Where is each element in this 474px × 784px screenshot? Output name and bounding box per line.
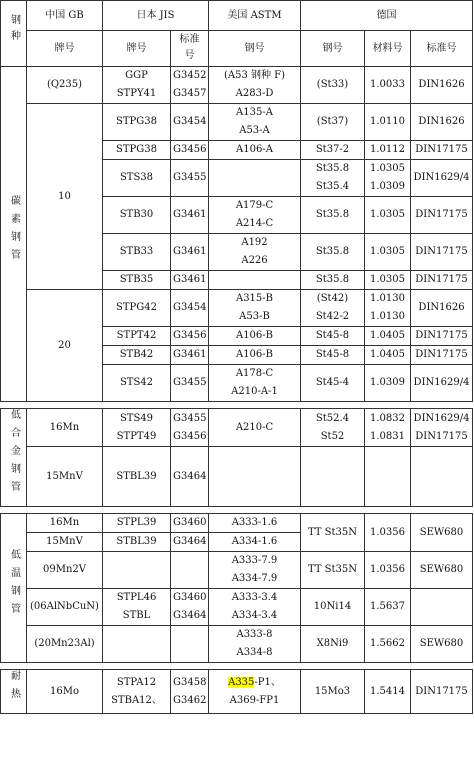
jis-grade [103,447,171,507]
de-standard [411,197,473,234]
astm-grade-line: A283-D [235,88,274,99]
jis-grade-line: STPL39 [116,517,157,528]
jis-grade [103,626,171,663]
jis-standard-line: G3464 [173,610,207,621]
jis-grade-line: STPT42 [116,330,157,341]
header-jis-standard-text: 标准号 [179,34,200,61]
de-material-line: 1.0405 [370,330,405,341]
jis-standard [171,514,209,533]
de-material-line: 1.0405 [370,349,405,360]
jis-grade [103,552,171,589]
de-grade-line: (St33) [316,79,349,90]
astm-grade [209,346,301,365]
de-material [365,626,411,663]
de-standard-line: SEW680 [419,526,464,538]
jis-standard-line: G3454 [173,302,207,313]
de-grade [301,409,365,447]
de-standard [411,670,473,714]
jis-grade-line: STPY41 [116,88,157,99]
de-material [365,365,411,402]
jis-grade [103,514,171,533]
gb-grade [27,104,103,290]
de-grade-line: St52 [320,430,345,442]
astm-grade-line: A334-8 [236,647,273,658]
de-material-line: 1.5637 [370,601,405,612]
astm-grade-line: A210-C [235,421,274,433]
de-grade-line: TT St35N [307,526,358,538]
jis-grade-line: STB33 [119,246,154,257]
table-row [1,626,473,663]
header-de-grade: 钢号 [301,31,365,67]
category-lowalloy [1,409,27,507]
table-row [1,589,473,626]
de-standard-line: DIN17175 [415,274,468,285]
astm-grade-line: A369-FP1 [229,694,280,706]
de-grade [301,160,365,197]
jis-standard [171,346,209,365]
astm-grade-line: A226 [241,255,268,266]
astm-grade-line: A106-A [236,144,273,155]
jis-grade-line: STS49 [119,412,154,424]
jis-standard-line: G3464 [173,536,207,547]
de-grade [301,626,365,663]
de-material [365,197,411,234]
gb-grade-line: (Q235) [46,79,83,90]
de-material-line: 1.0356 [370,564,405,575]
astm-grade-line: A179-C [235,200,274,211]
de-standard-line: DIN17175 [415,209,468,220]
table-row [1,104,473,141]
de-standard-line: SEW680 [419,638,464,649]
jis-standard-line: G3460 [173,517,207,528]
de-grade [301,141,365,160]
de-grade-line: St35.8 [315,274,350,285]
astm-grade [209,626,301,663]
jis-standard [171,197,209,234]
jis-standard [171,290,209,327]
category-label: 碳素钢管 [8,194,20,267]
de-material [365,514,411,552]
gb-grade-line: 16Mn [49,517,80,528]
jis-standard [171,104,209,141]
table-body [1,67,473,714]
gb-grade-line: (06AlNbCuN) [30,601,99,612]
jis-standard-line: G3461 [173,246,207,257]
jis-standard-line: G3461 [173,274,207,285]
table-row [1,447,473,507]
de-grade [301,552,365,589]
de-grade [301,670,365,714]
jis-standard-line: G3460 [173,592,207,603]
de-material-line: 1.5414 [370,685,405,697]
jis-standard [171,365,209,402]
de-material-line: 1.0305 [370,163,405,174]
de-standard-line: DIN1629/4 [413,172,470,183]
jis-grade-line: STBL [122,610,151,621]
de-material-line: 1.0831 [370,430,405,442]
de-grade [301,271,365,290]
de-grade-line: St35.8 [315,163,350,174]
de-standard-line: DIN1626 [418,302,465,313]
de-grade-line: St35.8 [315,246,350,257]
gb-grade-line: 16Mo [50,685,79,697]
astm-grade [209,365,301,402]
jis-standard-line: G3458 [173,676,207,688]
astm-grade-line: A333-3.4 [231,592,278,603]
jis-grade [103,365,171,402]
de-material [365,670,411,714]
de-standard [411,160,473,197]
astm-grade [209,447,301,507]
astm-grade-line: A315-B [235,293,274,304]
de-material [365,141,411,160]
table-row [1,409,473,447]
astm-grade [209,197,301,234]
gb-grade [27,589,103,626]
jis-grade-line: STPG38 [116,116,157,127]
de-standard [411,290,473,327]
de-material [365,67,411,104]
de-grade-line: TT St35N [307,564,358,575]
de-material-line: 1.5662 [370,638,405,649]
jis-grade [103,290,171,327]
de-standard [411,327,473,346]
jis-standard-line: G3456 [173,144,207,155]
table-row [1,670,473,714]
astm-grade-line: A334-3.4 [231,610,278,621]
de-standard [411,67,473,104]
de-standard [411,141,473,160]
section-divider [1,663,473,670]
jis-standard-line: G3461 [173,209,207,220]
de-material-line: 1.0309 [370,377,405,388]
de-grade [301,327,365,346]
astm-grade-line: A178-C [235,368,274,379]
header-de-standard: 标准号 [411,31,473,67]
jis-standard-line: G3456 [173,330,207,341]
table-row [1,67,473,104]
jis-standard [171,670,209,714]
astm-grade-line: A333-1.6 [231,517,278,528]
gb-grade-line: 16Mn [49,421,80,433]
jis-standard [171,160,209,197]
astm-grade [209,290,301,327]
astm-grade [209,589,301,626]
jis-grade-line: STBL39 [116,470,157,482]
gb-grade-line: 09Mn2V [43,564,86,575]
jis-standard [171,533,209,552]
de-grade-line: St35.8 [315,209,350,220]
de-material [365,346,411,365]
astm-grade-line: A334-1.6 [231,536,278,547]
de-material [365,290,411,327]
gb-grade [27,514,103,533]
de-grade-line: St52.4 [315,412,350,424]
header-usa-astm: 美国 ASTM [209,1,301,31]
jis-standard-line: G3455 [173,172,207,183]
de-standard [411,234,473,271]
de-grade [301,514,365,552]
jis-standard-line: G3456 [173,430,207,442]
jis-standard [171,234,209,271]
de-standard-line: DIN17175 [415,246,468,257]
astm-grade [209,234,301,271]
de-grade [301,104,365,141]
gb-grade [27,626,103,663]
de-material-line: 1.0356 [370,526,405,538]
de-grade-line: (St37) [316,116,349,127]
de-standard-line: DIN17175 [415,330,468,341]
jis-standard [171,552,209,589]
astm-grade-line: A53-A [239,125,270,136]
jis-standard-line: G3455 [173,412,207,424]
astm-grade-line: A53-B [239,311,270,322]
jis-standard-line: G3452 [173,70,207,81]
gb-grade [27,533,103,552]
header-china-gb: 中国 GB [27,1,103,31]
de-standard-line: DIN17175 [415,685,468,697]
category-carbon [1,67,27,402]
jis-standard [171,141,209,160]
category-label: 低合金钢管 [8,409,20,499]
jis-grade [103,271,171,290]
de-standard-line: DIN17175 [415,349,468,360]
gb-grade-line: 20 [58,339,71,351]
astm-grade [209,141,301,160]
jis-grade [103,670,171,714]
gb-grade-line: 10 [58,190,71,202]
de-grade [301,234,365,271]
jis-grade [103,234,171,271]
header-grade-type: 钢种 [8,14,20,46]
jis-standard [171,447,209,507]
astm-grade-line: A334-7.9 [231,573,278,584]
table-row [1,552,473,589]
gb-grade-line: (20Mn23Al) [34,638,95,649]
jis-grade [103,346,171,365]
de-standard-line: DIN17175 [415,430,468,442]
de-grade [301,589,365,626]
de-grade [301,197,365,234]
de-grade [301,346,365,365]
de-material [365,160,411,197]
jis-grade-line: STPL46 [116,592,157,603]
astm-grade-suffix: -P1、 [254,676,281,688]
de-standard [411,104,473,141]
de-standard-line: DIN1626 [418,79,465,90]
de-material [365,447,411,507]
de-material-line: 1.0305 [370,246,405,257]
gb-grade [27,290,103,402]
de-material-line: 1.0130 [370,293,405,304]
header-de-material: 材料号 [365,31,411,67]
de-grade-line: 10Ni14 [313,601,352,612]
de-grade [301,365,365,402]
jis-standard [171,271,209,290]
de-standard [411,626,473,663]
category-label: 耐热 [8,670,20,706]
jis-grade [103,67,171,104]
jis-standard [171,626,209,663]
header-astm-grade: 钢号 [209,31,301,67]
jis-grade [103,141,171,160]
astm-grade-line: A333-7.9 [231,555,278,566]
header-gb-grade: 牌号 [27,31,103,67]
de-grade-line: St45-4 [315,377,350,388]
astm-grade-line: A333-8 [236,629,273,640]
jis-grade [103,197,171,234]
de-standard-line: DIN1626 [418,116,465,127]
table-row [1,290,473,327]
de-grade-line: St45-8 [315,330,350,341]
gb-grade [27,409,103,447]
section-divider [1,507,473,514]
de-material-line: 1.0130 [370,311,405,322]
jis-grade-line: STBA12、 [111,694,162,706]
astm-grade [209,160,301,197]
category-heat [1,670,27,714]
de-grade-line: St37-2 [315,144,350,155]
de-grade-line: St42-2 [315,311,350,322]
jis-grade-line: STB42 [119,349,154,360]
de-material-line: 1.0112 [370,144,405,155]
jis-standard-line: G3454 [173,116,207,127]
de-grade-line: 15Mo3 [314,685,351,697]
astm-grade [209,67,301,104]
jis-standard-line: G3457 [173,88,207,99]
de-material [365,271,411,290]
gb-grade [27,670,103,714]
de-standard [411,514,473,552]
jis-grade-line: STS42 [119,377,154,388]
jis-standard-line: G3464 [173,470,207,482]
jis-standard-line: G3455 [173,377,207,388]
de-standard-line: DIN1629/4 [413,377,470,388]
jis-grade [103,533,171,552]
de-standard [411,589,473,626]
astm-grade-line: A192 [241,237,268,248]
section-divider [1,402,473,409]
gb-grade [27,552,103,589]
astm-grade-line: A106-B [235,330,274,341]
jis-standard [171,327,209,346]
jis-grade-line: GGP [125,70,148,81]
jis-standard-line: G3461 [173,349,207,360]
jis-grade [103,409,171,447]
de-grade-line: St45-8 [315,349,350,360]
highlighted-grade: A335 [228,676,255,688]
de-material [365,327,411,346]
de-standard [411,552,473,589]
jis-standard [171,589,209,626]
de-material [365,552,411,589]
de-material-line: 1.0110 [370,116,405,127]
astm-grade-line: (A53 钢种 F) [223,70,286,81]
de-material [365,409,411,447]
de-grade-line: (St42) [316,293,349,304]
jis-grade-line: STS38 [119,172,154,183]
jis-grade-line: STB35 [119,274,154,285]
gb-grade-line: 15MnV [46,470,83,482]
jis-grade [103,104,171,141]
astm-grade [209,104,301,141]
jis-standard [171,409,209,447]
de-material-line: 1.0305 [370,209,405,220]
astm-grade [209,670,301,714]
jis-grade [103,327,171,346]
astm-grade-line: A210-A-1 [231,386,278,397]
astm-grade [209,271,301,290]
de-grade [301,290,365,327]
de-grade [301,447,365,507]
de-standard-line: DIN17175 [415,144,468,155]
gb-grade-line: 15MnV [46,536,83,547]
astm-grade-line: A135-A [236,107,273,118]
jis-grade-line: STPG42 [116,302,157,313]
jis-grade-line: STBL39 [116,536,157,547]
de-material-line: 1.0832 [370,412,405,424]
category-label: 低温钢管 [8,548,20,621]
category-lowtemp [1,514,27,663]
astm-grade-line: A214-C [235,218,274,229]
astm-grade [209,327,301,346]
astm-grade [209,514,301,533]
gb-grade [27,67,103,104]
de-material-line: 1.0309 [370,181,405,192]
gb-grade [27,447,103,507]
de-material-line: 1.0033 [370,79,405,90]
col-grade-type [1,1,27,67]
de-material [365,104,411,141]
astm-grade [209,409,301,447]
de-material-line: 1.0305 [370,274,405,285]
de-standard-line: SEW680 [419,564,464,575]
jis-standard [171,67,209,104]
astm-grade-line: A106-B [235,349,274,360]
jis-grade-line: STPG38 [116,144,157,155]
jis-grade [103,160,171,197]
de-grade-line: St35.4 [315,181,350,192]
header-jis-standard [171,31,209,67]
de-standard-line: DIN1629/4 [413,412,470,424]
de-material [365,234,411,271]
astm-grade-line [211,674,298,692]
table-row [1,514,473,533]
header-germany: 德国 [301,1,473,31]
de-material [365,589,411,626]
jis-grade [103,589,171,626]
jis-grade-line: STB30 [119,209,154,220]
jis-grade-line: STPT49 [116,430,157,442]
jis-grade-line: STPA12 [116,676,157,688]
de-standard [411,271,473,290]
de-standard [411,365,473,402]
header-japan-jis: 日本 JIS [103,1,209,31]
de-grade-line: X8Ni9 [316,638,349,649]
de-standard [411,409,473,447]
jis-standard-line: G3462 [173,694,207,706]
astm-grade [209,552,301,589]
de-grade [301,67,365,104]
de-standard [411,447,473,507]
de-standard [411,346,473,365]
header-jis-grade: 牌号 [103,31,171,67]
astm-grade [209,533,301,552]
